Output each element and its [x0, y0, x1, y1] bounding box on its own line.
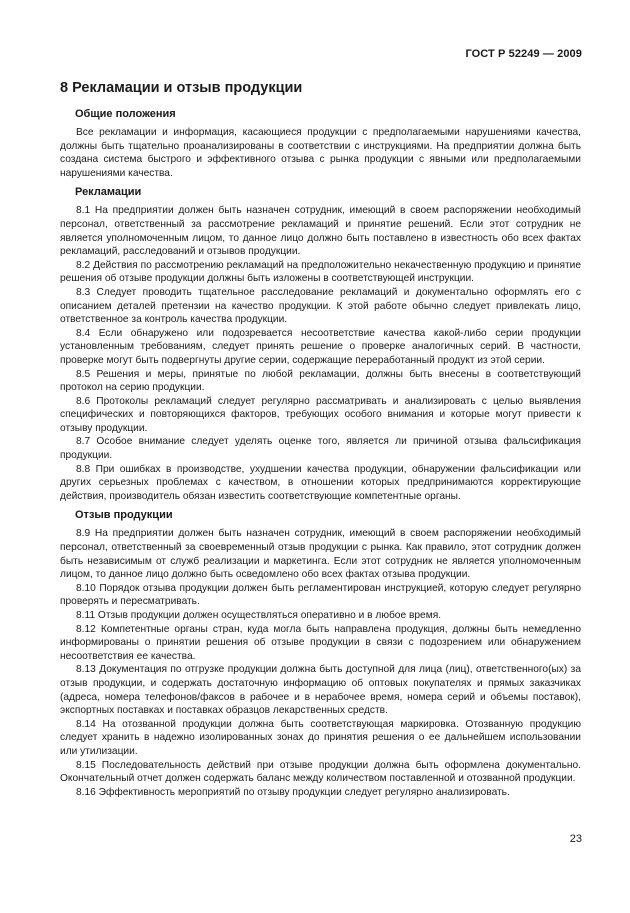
- clause-8-7: 8.7 Особое внимание следует уделять оценке того, является ли причиной отзыва фальсификация продукции.: [60, 436, 581, 462]
- clause-8-16: 8.16 Эффективность мероприятий по отзыву продукции следует регулярно анализировать.: [76, 786, 510, 798]
- recall-heading: Отзыв продукции: [75, 509, 173, 522]
- section-title: 8 Рекламации и отзыв продукции: [60, 80, 303, 96]
- clause-8-6: 8.6 Протоколы рекламаций следует регулярно рассматривать и анализировать с целью выявления специфических и повторяющихся факторов, требующих особого внимания и которые могут привести к отзыву продукции.: [60, 395, 581, 434]
- complaints-heading: Рекламации: [75, 186, 142, 199]
- clause-8-9: 8.9 На предприятии должен быть назначен сотрудник, имеющий в своем распоряжении необходимый персонал, ответственный за своевременный отзыв продукции с рынка. Как правило, этот сотрудник должен быть независимым от служб реализации и маркетинга. Если этот сотрудник не является уполномоченным лицом, то данное лицо должно быть осведомлено обо всех фактах отзыва продукции.: [60, 528, 581, 581]
- clause-8-8: 8.8 При ошибках в производстве, ухудшении качества продукции, обнаружении фальсификации или других серьезных проблемах с качеством, в отношении которых предпринимаются корректирующие действия, производитель обязан известить соответствующие компетентные органы.: [60, 463, 581, 502]
- clause-8-2: 8.2 Действия по рассмотрению рекламаций на предположительно некачественную продукцию и принятие решения об отзыве продукции должны быть изложены в соответствующей инструкции.: [60, 259, 581, 285]
- clause-8-10: 8.10 Порядок отзыва продукции должен быть регламентирован инструкцией, которую следует регулярно проверять и пересматривать.: [60, 582, 581, 608]
- page-content: [60, 76, 581, 799]
- clause-8-15: 8.15 Последовательность действий при отзыве продукции должна быть оформлена документально. Окончательный отчет должен содержать баланс между количеством поставленной и отозванной продукции.: [60, 759, 581, 785]
- clause-8-13: 8.13 Документация по отгрузке продукции должна быть доступной для лица (лиц), ответственного(ых) за отзыв продукции, и содержать достаточную информацию об оптовых покупателях и прямых заказчиках (адреса, номера телефонов/факсов в рабочее и в нерабочее время, номера серий и объемы поставок), экспортных поставках и поставках образцов лекарственных средств.: [60, 664, 581, 717]
- clause-8-11: 8.11 Отзыв продукции должен осуществляться оперативно и в любое время.: [76, 610, 442, 621]
- clause-8-1: 8.1 На предприятии должен быть назначен сотрудник, имеющий в своем распоряжении необходимый персонал, ответственный за рассмотрение рекламаций и принятие решений. Если этот сотрудник не является уполномоченным лицом, то данное лицо должно быть поставлено в известность обо всех фактах рекламаций, расследований и отзывов продукции.: [60, 205, 581, 258]
- general-heading: Общие положения: [75, 108, 176, 120]
- clause-8-5: 8.5 Решения и меры, принятые по любой рекламации, должны быть внесены в соответствующий протокол на серию продукции.: [60, 368, 581, 394]
- general-paragraph: Все рекламации и информация, касающиеся продукции с предполагаемыми нарушениями качества, должны быть тщательно проанализированы в соответствии с инструкциями. На предприятии должна быть создана система быстрого и эффективного отзыва с рынка продукции с явными или предполагаемыми нарушениями качества.: [60, 127, 581, 179]
- clause-8-12: 8.12 Компетентные органы стран, куда могла быть направлена продукция, должны быть немедленно информированы о принятии решения об отзыве продукции в связи с подозрением или обнаружением несоответствия ее качества.: [60, 623, 581, 662]
- clause-8-3: 8.3 Следует проводить тщательное расследование рекламаций и документально оформлять его с описанием деталей претензии на качество продукции. К этой работе обычно следует привлекать лицо, ответственное за контроль качества продукции.: [60, 286, 581, 326]
- clause-8-14: 8.14 На отозванной продукции должна быть соответствующая маркировка. Отозванную продукцию следует хранить в надежно изолированных зонах до принятия решения о ее дальнейшем использовании или утилизации.: [60, 718, 581, 757]
- standard-code: ГОСТ Р 52249 — 2009: [465, 48, 582, 60]
- clause-8-4: 8.4 Если обнаружено или подозревается несоответствие качества какой-либо серии продукции установленным требованиям, следует принять решение о проверке аналогичных серий. В частности, проверке могут быть подвергнуты другие серии, содержащие переработанный продукт из этой серии.: [60, 327, 581, 366]
- page-number: 23: [569, 833, 582, 845]
